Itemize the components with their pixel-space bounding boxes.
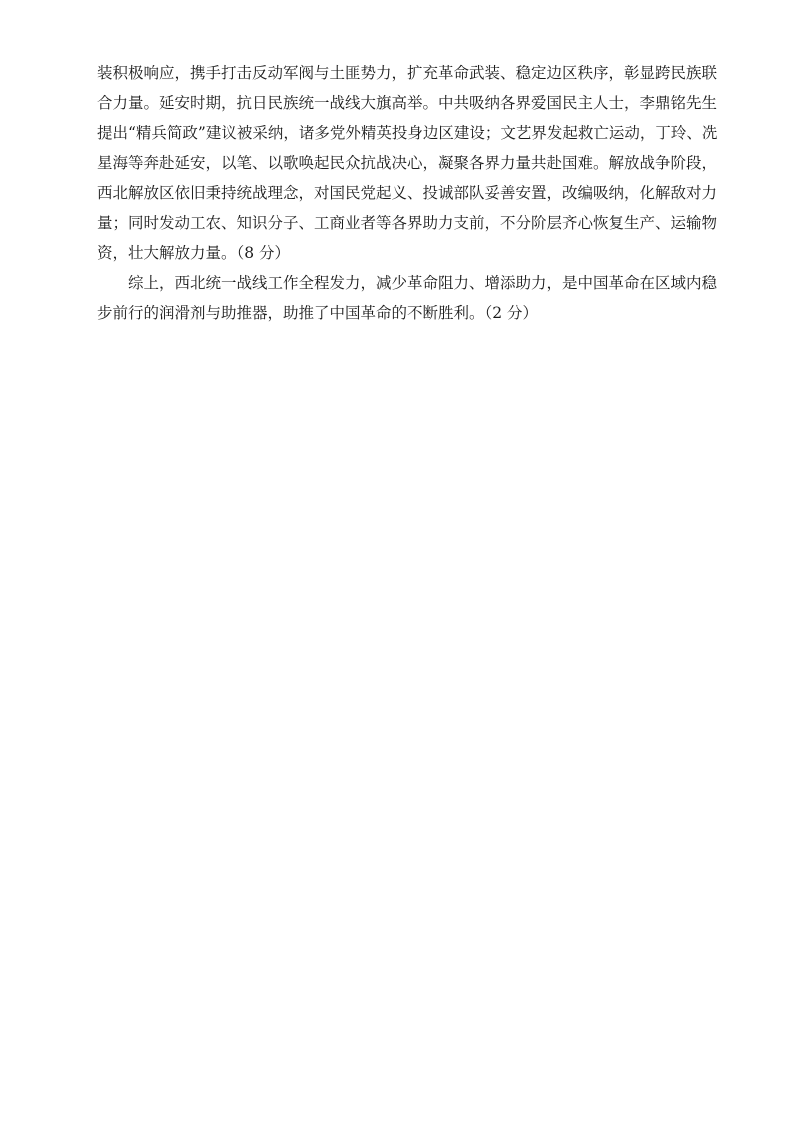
paragraph-1-line: 提出“精兵简政”建议被采纳，诸多党外精英投身边区建设；文艺界发起救亡运动，丁玲、冼 [97, 124, 718, 142]
paragraph-1 [97, 58, 717, 268]
paragraph-2-line: 综上，西北统一战线工作全程发力，减少革命阻力、增添助力，是中国革命在区域内稳 [128, 274, 718, 292]
paragraph-1-line: 资，壮大解放力量。（8 分） [97, 244, 291, 262]
paragraph-1-line: 装积极响应，携手打击反动军阀与土匪势力，扩充革命武装、稳定边区秩序，彰显跨民族联 [97, 64, 718, 82]
paragraph-2-line: 步前行的润滑剂与助推器，助推了中国革命的不断胜利。（2 分） [97, 304, 539, 322]
paragraph-1-line: 量；同时发动工农、知识分子、工商业者等各界助力支前，不分阶层齐心恢复生产、运输物 [97, 214, 718, 232]
answer-text [97, 58, 717, 328]
paragraph-1-line: 星海等奔赴延安，以笔、以歌唤起民众抗战决心，凝聚各界力量共赴国难。解放战争阶段， [97, 154, 718, 172]
paragraph-1-line: 西北解放区依旧秉持统战理念，对国民党起义、投诚部队妥善安置，改编吸纳，化解敌对力 [97, 184, 718, 202]
paragraph-2 [97, 268, 717, 328]
paragraph-1-line: 合力量。延安时期，抗日民族统一战线大旗高举。中共吸纳各界爱国民主人士，李鼎铭先生 [97, 94, 718, 112]
